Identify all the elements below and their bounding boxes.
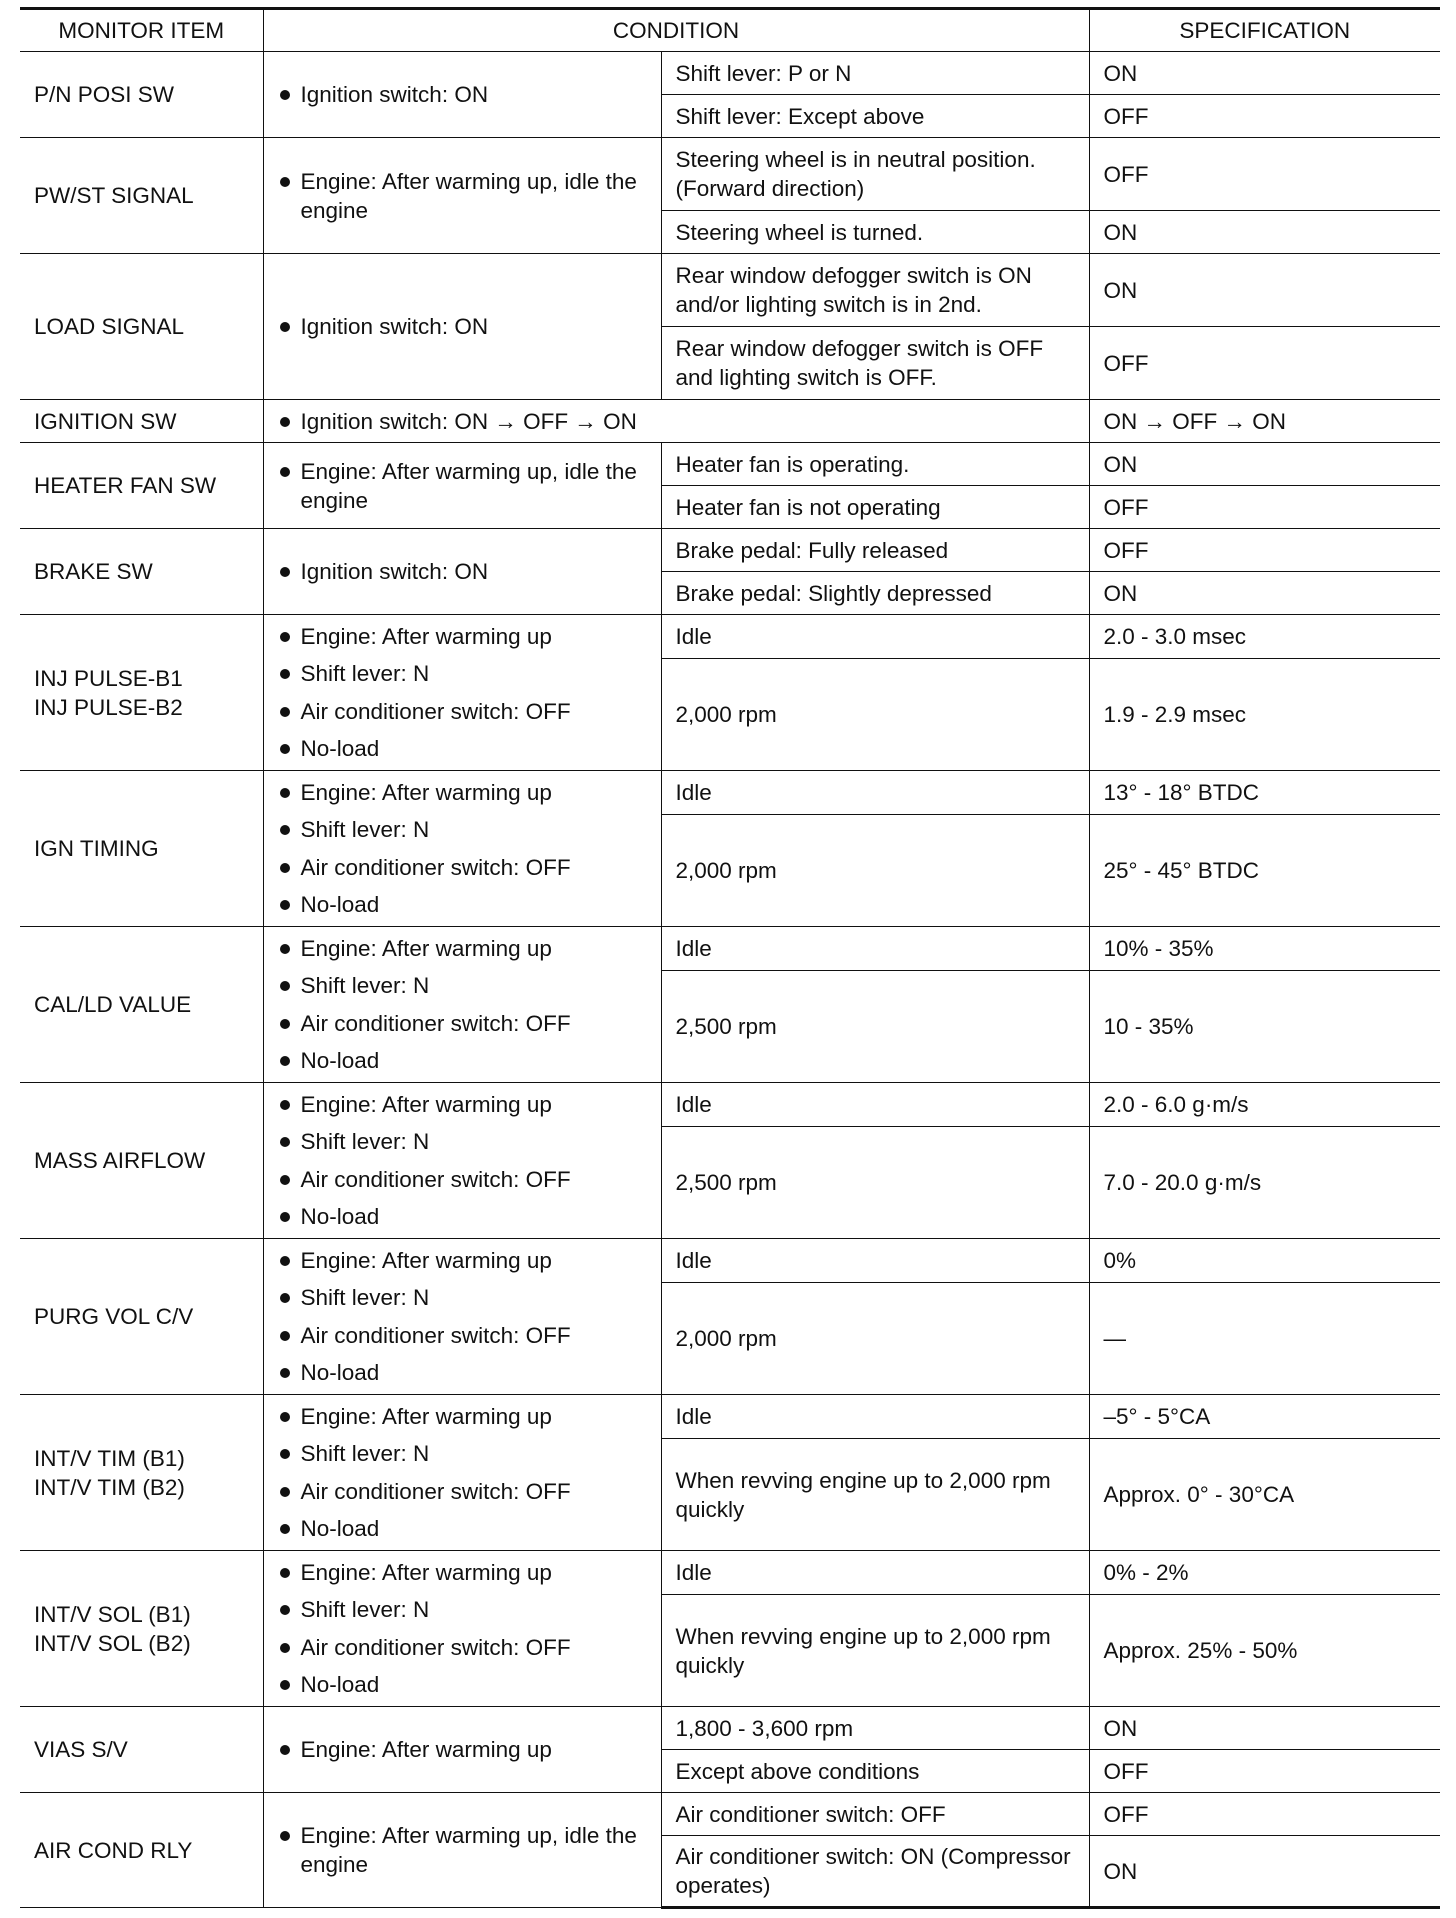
condition-bullet: Ignition switch: ON bbox=[278, 80, 647, 109]
bullet-icon bbox=[280, 1100, 290, 1110]
bullet-icon bbox=[280, 417, 290, 427]
sub-condition-cell: 2,000 rpm bbox=[661, 815, 1089, 927]
monitor-item-cell: VIAS S/V bbox=[20, 1707, 263, 1793]
table-row bbox=[20, 1707, 1440, 1750]
monitor-item-cell: CAL/LD VALUE bbox=[20, 927, 263, 1083]
condition-bullet: Shift lever: N bbox=[278, 1283, 647, 1312]
condition-cell bbox=[263, 443, 661, 529]
table-row bbox=[20, 529, 1440, 572]
condition-bullet: No-load bbox=[278, 1202, 647, 1231]
table-row bbox=[20, 1083, 1440, 1127]
bullet-icon bbox=[280, 1605, 290, 1615]
condition-bullet: Air conditioner switch: OFF bbox=[278, 1009, 647, 1038]
monitor-item-cell bbox=[20, 1551, 263, 1707]
header-specification: SPECIFICATION bbox=[1089, 9, 1440, 52]
monitor-item-cell: P/N POSI SW bbox=[20, 52, 263, 138]
sub-condition-cell: 2,000 rpm bbox=[661, 659, 1089, 771]
sub-condition-cell: Shift lever: Except above bbox=[661, 95, 1089, 138]
table-row bbox=[20, 1395, 1440, 1439]
specification-cell: 10% - 35% bbox=[1089, 927, 1440, 971]
condition-bullet: No-load bbox=[278, 734, 647, 763]
specification-cell: 2.0 - 6.0 g·m/s bbox=[1089, 1083, 1440, 1127]
monitor-item-cell: PURG VOL C/V bbox=[20, 1239, 263, 1395]
condition-bullet: No-load bbox=[278, 890, 647, 919]
condition-bullet: Engine: After warming up bbox=[278, 934, 647, 963]
condition-cell bbox=[263, 1083, 661, 1239]
condition-cell bbox=[263, 400, 1089, 443]
condition-bullet: Shift lever: N bbox=[278, 1439, 647, 1468]
condition-bullet: Shift lever: N bbox=[278, 815, 647, 844]
monitor-item-cell: PW/ST SIGNAL bbox=[20, 138, 263, 254]
condition-cell bbox=[263, 529, 661, 615]
condition-bullet: Engine: After warming up bbox=[278, 1402, 647, 1431]
specification-cell: ON bbox=[1089, 211, 1440, 254]
specification-cell: OFF bbox=[1089, 1750, 1440, 1793]
bullet-icon bbox=[280, 707, 290, 717]
bullet-icon bbox=[280, 1831, 290, 1841]
condition-bullet: Engine: After warming up bbox=[278, 1246, 647, 1275]
specification-cell: ON bbox=[1089, 1836, 1440, 1908]
sub-condition-cell: Except above conditions bbox=[661, 1750, 1089, 1793]
bullet-icon bbox=[280, 1175, 290, 1185]
condition-bullet: Engine: After warming up, idle the engine bbox=[278, 1821, 647, 1879]
sub-condition-cell: When revving engine up to 2,000 rpm quickly bbox=[661, 1595, 1089, 1707]
header-condition: CONDITION bbox=[263, 9, 1089, 52]
condition-cell bbox=[263, 1239, 661, 1395]
table-row bbox=[20, 615, 1440, 659]
monitor-item-line: INT/V SOL (B1) bbox=[34, 1601, 191, 1627]
bullet-icon bbox=[280, 467, 290, 477]
condition-bullet: Engine: After warming up bbox=[278, 778, 647, 807]
bullet-icon bbox=[280, 863, 290, 873]
condition-cell bbox=[263, 1395, 661, 1551]
bullet-icon bbox=[280, 1212, 290, 1222]
sub-condition-cell: Shift lever: P or N bbox=[661, 52, 1089, 95]
bullet-icon bbox=[280, 1643, 290, 1653]
monitor-item-cell: IGNITION SW bbox=[20, 400, 263, 443]
sub-condition-cell: 1,800 - 3,600 rpm bbox=[661, 1707, 1089, 1750]
table-row bbox=[20, 1239, 1440, 1283]
condition-cell bbox=[263, 1793, 661, 1908]
specification-cell: 7.0 - 20.0 g·m/s bbox=[1089, 1127, 1440, 1239]
sub-condition-cell: Idle bbox=[661, 1551, 1089, 1595]
specification-cell: 25° - 45° BTDC bbox=[1089, 815, 1440, 927]
bullet-icon bbox=[280, 825, 290, 835]
condition-bullet: Air conditioner switch: OFF bbox=[278, 697, 647, 726]
bullet-icon bbox=[280, 632, 290, 642]
monitor-item-cell: HEATER FAN SW bbox=[20, 443, 263, 529]
specification-cell: OFF bbox=[1089, 1793, 1440, 1836]
condition-bullet: Engine: After warming up bbox=[278, 1090, 647, 1119]
monitor-item-cell: IGN TIMING bbox=[20, 771, 263, 927]
bullet-icon bbox=[280, 177, 290, 187]
table-row bbox=[20, 771, 1440, 815]
bullet-icon bbox=[280, 1331, 290, 1341]
specification-cell: 10 - 35% bbox=[1089, 971, 1440, 1083]
specification-cell: 1.9 - 2.9 msec bbox=[1089, 659, 1440, 771]
sub-condition-cell: Brake pedal: Fully released bbox=[661, 529, 1089, 572]
condition-bullet: Air conditioner switch: OFF bbox=[278, 1321, 647, 1350]
condition-bullet: Shift lever: N bbox=[278, 659, 647, 688]
condition-bullet: Ignition switch: ON bbox=[278, 312, 647, 341]
condition-bullet: Engine: After warming up, idle the engine bbox=[278, 457, 647, 515]
specification-cell: OFF bbox=[1089, 529, 1440, 572]
bullet-icon bbox=[280, 1256, 290, 1266]
monitor-item-cell: AIR COND RLY bbox=[20, 1793, 263, 1908]
monitor-item-cell: LOAD SIGNAL bbox=[20, 254, 263, 400]
table-row bbox=[20, 1793, 1440, 1836]
condition-bullet: Shift lever: N bbox=[278, 1127, 647, 1156]
condition-cell bbox=[263, 52, 661, 138]
condition-cell bbox=[263, 138, 661, 254]
header-row bbox=[20, 9, 1440, 52]
sub-condition-cell: 2,500 rpm bbox=[661, 971, 1089, 1083]
monitor-item-line: INT/V SOL (B2) bbox=[34, 1630, 191, 1656]
sub-condition-cell: Heater fan is operating. bbox=[661, 443, 1089, 486]
table-row bbox=[20, 52, 1440, 95]
monitor-item-cell bbox=[20, 615, 263, 771]
table-row bbox=[20, 443, 1440, 486]
condition-bullet: Air conditioner switch: OFF bbox=[278, 1633, 647, 1662]
condition-cell bbox=[263, 771, 661, 927]
specification-cell: 0% - 2% bbox=[1089, 1551, 1440, 1595]
bullet-icon bbox=[280, 944, 290, 954]
specification-cell: 2.0 - 3.0 msec bbox=[1089, 615, 1440, 659]
bullet-icon bbox=[280, 1568, 290, 1578]
condition-bullet: Shift lever: N bbox=[278, 971, 647, 1000]
sub-condition-cell: When revving engine up to 2,000 rpm quickly bbox=[661, 1439, 1089, 1551]
specification-cell: ON bbox=[1089, 572, 1440, 615]
sub-condition-cell: Rear window defogger switch is OFF and lighting switch is OFF. bbox=[661, 327, 1089, 400]
monitor-item-line: INJ PULSE-B2 bbox=[34, 694, 183, 720]
bullet-icon bbox=[280, 1449, 290, 1459]
bullet-icon bbox=[280, 981, 290, 991]
sub-condition-cell: Air conditioner switch: ON (Compressor operates) bbox=[661, 1836, 1089, 1908]
specification-cell: 13° - 18° BTDC bbox=[1089, 771, 1440, 815]
sub-condition-cell: Idle bbox=[661, 1083, 1089, 1127]
sub-condition-cell: Idle bbox=[661, 927, 1089, 971]
condition-bullet: Shift lever: N bbox=[278, 1595, 647, 1624]
table-row bbox=[20, 927, 1440, 971]
specification-cell: — bbox=[1089, 1283, 1440, 1395]
condition-bullet: Engine: After warming up bbox=[278, 1735, 647, 1764]
header-monitor-item: MONITOR ITEM bbox=[20, 9, 263, 52]
specification-cell: ON bbox=[1089, 1707, 1440, 1750]
bullet-icon bbox=[280, 1524, 290, 1534]
condition-bullet: No-load bbox=[278, 1514, 647, 1543]
bullet-icon bbox=[280, 1680, 290, 1690]
monitor-item-line: INT/V TIM (B2) bbox=[34, 1474, 185, 1500]
bullet-icon bbox=[280, 1412, 290, 1422]
sub-condition-cell: Steering wheel is turned. bbox=[661, 211, 1089, 254]
condition-bullet: No-load bbox=[278, 1358, 647, 1387]
condition-bullet: Ignition switch: ON bbox=[278, 557, 647, 586]
bullet-icon bbox=[280, 788, 290, 798]
bullet-icon bbox=[280, 567, 290, 577]
specification-cell: Approx. 0° - 30°CA bbox=[1089, 1439, 1440, 1551]
bullet-icon bbox=[280, 1137, 290, 1147]
specification-cell: OFF bbox=[1089, 327, 1440, 400]
sub-condition-cell: Rear window defogger switch is ON and/or lighting switch is in 2nd. bbox=[661, 254, 1089, 327]
specification-cell: OFF bbox=[1089, 138, 1440, 211]
sub-condition-cell: Heater fan is not operating bbox=[661, 486, 1089, 529]
monitor-item-cell: BRAKE SW bbox=[20, 529, 263, 615]
sub-condition-cell: 2,500 rpm bbox=[661, 1127, 1089, 1239]
sub-condition-cell: Air conditioner switch: OFF bbox=[661, 1793, 1089, 1836]
condition-bullet: Engine: After warming up, idle the engine bbox=[278, 167, 647, 225]
sub-condition-cell: Steering wheel is in neutral position. (Forward direction) bbox=[661, 138, 1089, 211]
table-row bbox=[20, 1551, 1440, 1595]
bullet-icon bbox=[280, 744, 290, 754]
condition-cell bbox=[263, 927, 661, 1083]
condition-cell bbox=[263, 254, 661, 400]
sub-condition-cell: Idle bbox=[661, 615, 1089, 659]
table-row bbox=[20, 138, 1440, 211]
monitor-item-cell: MASS AIRFLOW bbox=[20, 1083, 263, 1239]
monitor-spec-table bbox=[20, 7, 1440, 1909]
condition-bullet: Air conditioner switch: OFF bbox=[278, 1165, 647, 1194]
monitor-item-cell bbox=[20, 1395, 263, 1551]
bullet-icon bbox=[280, 1056, 290, 1066]
specification-cell: ON bbox=[1089, 254, 1440, 327]
sub-condition-cell: 2,000 rpm bbox=[661, 1283, 1089, 1395]
sub-condition-cell: Idle bbox=[661, 771, 1089, 815]
condition-cell bbox=[263, 615, 661, 771]
bullet-icon bbox=[280, 1745, 290, 1755]
specification-cell: ON bbox=[1089, 443, 1440, 486]
condition-cell bbox=[263, 1551, 661, 1707]
bullet-icon bbox=[280, 669, 290, 679]
condition-bullet: Engine: After warming up bbox=[278, 1558, 647, 1587]
specification-cell: OFF bbox=[1089, 486, 1440, 529]
bullet-icon bbox=[280, 1368, 290, 1378]
condition-bullet: Engine: After warming up bbox=[278, 622, 647, 651]
condition-bullet: Air conditioner switch: OFF bbox=[278, 853, 647, 882]
condition-bullet: No-load bbox=[278, 1046, 647, 1075]
bullet-icon bbox=[280, 1293, 290, 1303]
sub-condition-cell: Idle bbox=[661, 1239, 1089, 1283]
specification-cell: –5° - 5°CA bbox=[1089, 1395, 1440, 1439]
table-row bbox=[20, 254, 1440, 327]
specification-cell: ON bbox=[1089, 52, 1440, 95]
specification-cell: ON → OFF → ON bbox=[1089, 400, 1440, 443]
monitor-item-line: INJ PULSE-B1 bbox=[34, 665, 183, 691]
specification-cell: Approx. 25% - 50% bbox=[1089, 1595, 1440, 1707]
condition-bullet: Air conditioner switch: OFF bbox=[278, 1477, 647, 1506]
bullet-icon bbox=[280, 1487, 290, 1497]
bullet-icon bbox=[280, 900, 290, 910]
specification-cell: 0% bbox=[1089, 1239, 1440, 1283]
specification-cell: OFF bbox=[1089, 95, 1440, 138]
condition-cell bbox=[263, 1707, 661, 1793]
condition-bullet: Ignition switch: ON → OFF → ON bbox=[278, 407, 1075, 436]
bullet-icon bbox=[280, 322, 290, 332]
sub-condition-cell: Brake pedal: Slightly depressed bbox=[661, 572, 1089, 615]
condition-bullet: No-load bbox=[278, 1670, 647, 1699]
sub-condition-cell: Idle bbox=[661, 1395, 1089, 1439]
bullet-icon bbox=[280, 1019, 290, 1029]
table-row bbox=[20, 400, 1440, 443]
monitor-item-line: INT/V TIM (B1) bbox=[34, 1445, 185, 1471]
bullet-icon bbox=[280, 90, 290, 100]
